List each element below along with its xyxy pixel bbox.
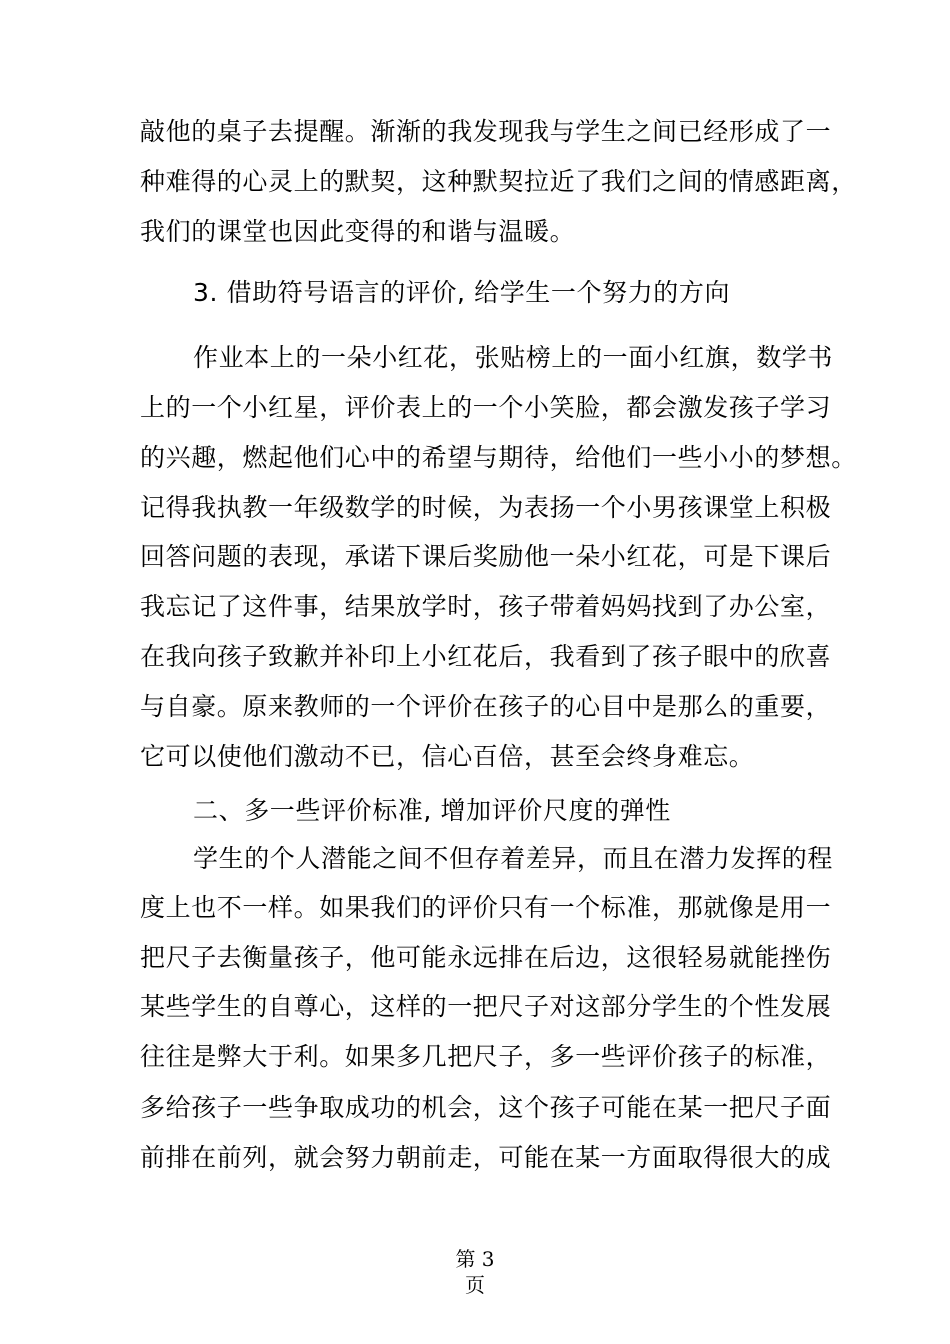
section-heading: 3. 借助符号语言的评价, 给学生一个努力的方向 [193,278,731,307]
page-number: 第 3 [455,1247,495,1271]
paragraph-line: 作业本上的一朵小红花，张贴榜上的一面小红旗，数学书 [193,343,834,372]
paragraph-line: 前排在前列，就会努力朝前走，可能在某一方面取得很大的成 [140,1143,832,1172]
paragraph-line: 与自豪。原来教师的一个评价在孩子的心目中是那么的重要， [140,692,832,721]
paragraph-line: 我忘记了这件事，结果放学时，孩子带着妈妈找到了办公室， [140,592,832,621]
section-heading: 二、多一些评价标准, 增加评价尺度的弹性 [193,796,671,825]
paragraph-line: 在我向孩子致歉并补印上小红花后，我看到了孩子眼中的欣喜 [140,642,832,671]
paragraph-line: 回答问题的表现，承诺下课后奖励他一朵小红花，可是下课后 [140,542,832,571]
paragraph-line: 记得我执教一年级数学的时候，为表扬一个小男孩课堂上积极 [140,493,832,522]
page-number-suffix: 页 [465,1273,485,1297]
paragraph-line: 敲他的桌子去提醒。渐渐的我发现我与学生之间已经形成了一 [140,117,832,146]
paragraph-line: 把尺子去衡量孩子，他可能永远排在后边，这很轻易就能挫伤 [140,943,832,972]
paragraph-line: 上的一个小红星，评价表上的一个小笑脸，都会激发孩子学习 [140,393,832,422]
paragraph-line: 学生的个人潜能之间不但存着差异，而且在潜力发挥的程 [193,844,834,873]
paragraph-line: 往往是弊大于利。如果多几把尺子，多一些评价孩子的标准， [140,1042,832,1071]
paragraph-line: 的兴趣，燃起他们心中的希望与期待，给他们一些小小的梦想。 [140,443,857,472]
paragraph-line: 我们的课堂也因此变得的和谐与温暖。 [140,217,576,246]
paragraph-line: 某些学生的自尊心，这样的一把尺子对这部分学生的个性发展 [140,992,832,1021]
paragraph-line: 多给孩子一些争取成功的机会，这个孩子可能在某一把尺子面 [140,1093,832,1122]
paragraph-line: 它可以使他们激动不已，信心百倍，甚至会终身难忘。 [140,742,755,771]
paragraph-line: 种难得的心灵上的默契，这种默契拉近了我们之间的情感距离， [140,167,857,196]
paragraph-line: 度上也不一样。如果我们的评价只有一个标准，那就像是用一 [140,893,832,922]
